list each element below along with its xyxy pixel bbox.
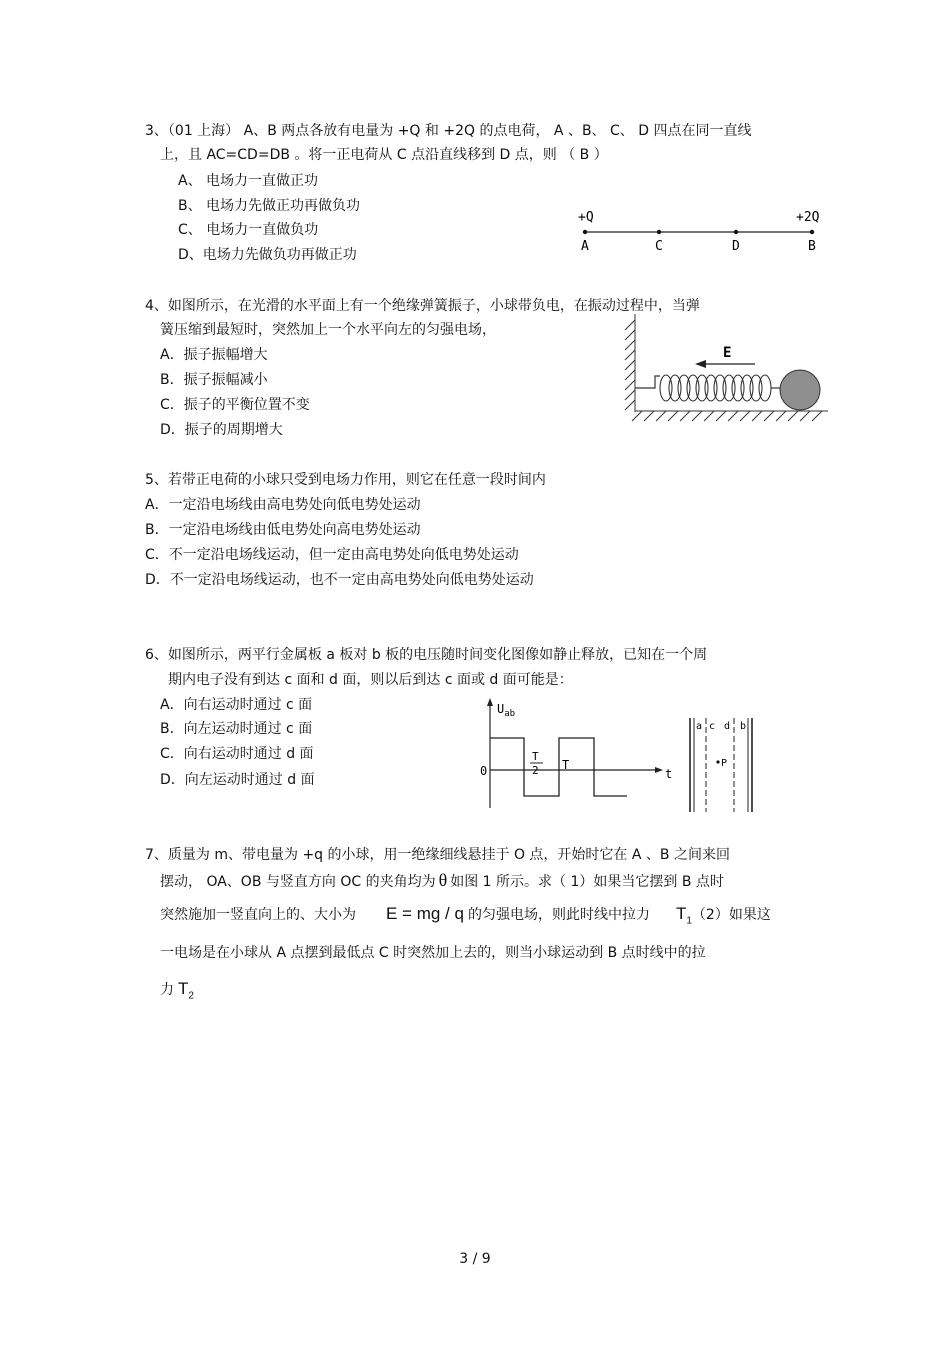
q3-point-b [810,230,814,234]
q5-option-a: A．一定沿电场线由高电势处向低电势处运动 [145,497,421,513]
q4-charged-ball [780,370,820,410]
q6-voltage-time-graph [472,696,672,811]
q7-t1-symbol: $T_1$ [675,904,692,927]
q7-theta-symbol: θ [438,870,448,890]
q7-stem-line1: 7、质量为 m、带电量为 +q 的小球，用一绝缘细线悬挂于 O 点，开始时它在 A 、B 之间来回 [145,847,730,863]
q6-plane-c-label: c [709,721,716,732]
q3-option-c: C、 电场力一直做负功 [178,222,319,238]
page-number: 3 / 9 [459,1251,491,1267]
q6-point-p [716,760,719,763]
q6-option-a: A．向右运动时通过 c 面 [160,697,313,713]
q6-option-b: B．向左运动时通过 c 面 [160,721,313,737]
q6-plate-b-label: b [740,721,747,732]
q6-x-axis-label: t [665,767,672,781]
q6-stem-line2: 期内电子没有到达 c 面和 d 面，则以后到达 c 面或 d 面可能是： [168,672,573,688]
q6-plate-a-label: a [696,721,703,732]
q3-label-a: A [581,239,589,254]
q4-stem-line1: 4、如图所示，在光滑的水平面上有一个绝缘弹簧振子，小球带负电，在振动过程中，当弹 [145,298,700,314]
q6-option-d: D．向左运动时通过 d 面 [160,772,315,788]
q3-point-c [657,230,661,234]
q3-charge-b-label: +2Q [796,210,820,225]
q3-point-a [583,230,587,234]
q6-parallel-plates-figure [682,716,762,814]
q3-option-b: B、 电场力先做正功再做负功 [178,198,361,214]
q7-stem-line5: 力 $T_2$ [160,979,194,1002]
q6-y-axis-label: $U_{ab}$ [497,702,516,719]
q4-spring-mount [635,376,660,388]
q7-stem-line2: 摆动， OA、OB 与竖直方向 OC 的夹角均为 θ 如图 1 所示。求（ 1）如果当它摆到 B 点时 [160,870,724,890]
q6-stem-line1: 6、如图所示，两平行金属板 a 板对 b 板的电压随时间变化图像如静止释放，已知在一个周 [145,647,708,663]
q6-plane-d-label: d [724,721,731,732]
q4-option-a: A．振子振幅增大 [160,347,268,363]
q6-origin-label: 0 [480,764,488,778]
q4-field-label: E [723,345,732,361]
q3-point-d [734,230,738,234]
q5-stem: 5、若带正电荷的小球只受到电场力作用，则它在任意一段时间内 [145,472,546,488]
q6-period-label: T [562,758,570,772]
q3-label-c: C [655,239,663,254]
q6-option-c: C．向右运动时通过 d 面 [160,746,314,762]
q3-option-d: D、电场力先做负功再做正功 [178,247,357,263]
q3-label-b: B [808,239,816,254]
q4-option-b: B．振子振幅减小 [160,372,268,388]
q4-option-d: D．振子的周期增大 [160,422,283,438]
q4-stem-line2: 簧压缩到最短时，突然加上一个水平向左的匀强电场， [160,322,496,338]
q3-label-d: D [732,239,740,254]
q5-option-c: C．不一定沿电场线运动，但一定由高电势处向低电势处运动 [145,547,519,563]
q6-half-period-denominator: 2 [532,764,539,777]
q7-stem-line4: 一电场是在小球从 A 点摆到最低点 C 时突然加上去的，则当小球运动到 B 点时线中的拉 [160,945,706,961]
q5-option-b: B．一定沿电场线由低电势处向高电势处运动 [145,522,421,538]
q3-charge-a-label: +Q [578,210,594,225]
q7-field-equation: E = mg / q [386,904,464,923]
q7-t2-symbol: $T_2$ [178,979,194,1002]
q4-spring-oscillator-figure [620,312,830,424]
q3-option-a: A、 电场力一直做正功 [178,173,319,189]
q6-point-p-label: P [721,758,728,769]
q5-option-d: D．不一定沿电场线运动，也不一定由高电势处向低电势处运动 [145,572,534,588]
q4-spring [660,375,771,401]
q7-stem-line3: 突然施加一竖直向上的、大小为 E = mg / q 的匀强电场，则此时线中拉力 $T_1(2)$如果这 [160,904,771,927]
q4-option-c: C．振子的平衡位置不变 [160,397,310,413]
q3-stem-line2: 上，且 AC=CD=DB 。将一正电荷从 C 点沿直线移到 D 点，则 （ B ） [160,147,608,163]
q3-charge-line-figure [570,205,830,260]
q6-half-period-numerator: T [532,750,539,763]
q3-stem-line1: 3、（01 上海） A、B 两点各放有电量为 +Q 和 +2Q 的点电荷， A 、B、 C、 D 四点在同一直线 [145,123,752,139]
